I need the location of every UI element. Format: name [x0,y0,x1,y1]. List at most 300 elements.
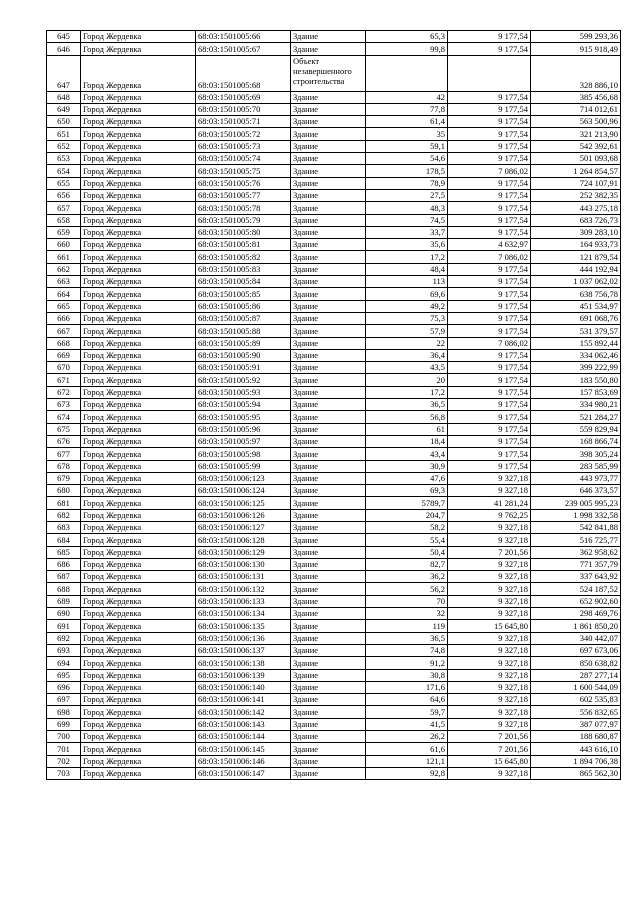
table-row [47,288,621,300]
table-row [47,374,621,386]
row-number-cell: 661 [47,251,81,263]
area-cell: 22 [366,337,448,349]
object-type-cell: Здание [291,718,366,730]
table-row [47,325,621,337]
unit-value-cell: 9 177,54 [448,103,531,115]
area-cell: 82,7 [366,558,448,570]
settlement-cell: Город Жердевка [81,706,196,718]
unit-value-cell: 41 281,24 [448,497,531,509]
area-cell: 43,4 [366,448,448,460]
unit-value-cell: 9 327,18 [448,521,531,533]
area-cell: 35,6 [366,239,448,251]
settlement-cell: Город Жердевка [81,177,196,189]
cadastral-value-cell: 697 673,06 [531,644,621,656]
unit-value-cell: 9 327,18 [448,632,531,644]
settlement-cell: Город Жердевка [81,632,196,644]
cadastral-number-cell: 68:03:1501006:126 [196,509,291,521]
cadastral-value-cell: 398 305,24 [531,448,621,460]
table-row [47,534,621,546]
table-row [47,300,621,312]
cadastral-number-cell: 68:03:1501006:142 [196,706,291,718]
unit-value-cell: 9 177,54 [448,300,531,312]
object-type-cell: Здание [291,177,366,189]
cadastral-value-cell: 168 866,74 [531,435,621,447]
unit-value-cell: 15 645,80 [448,620,531,632]
cadastral-number-cell: 68:03:1501006:123 [196,472,291,484]
row-number-cell: 696 [47,681,81,693]
cadastral-value-cell: 334 062,46 [531,349,621,361]
cadastral-number-cell: 68:03:1501006:135 [196,620,291,632]
area-cell: 57,9 [366,325,448,337]
object-type-cell: Здание [291,657,366,669]
unit-value-cell: 9 177,54 [448,177,531,189]
cadastral-number-cell: 68:03:1501006:134 [196,608,291,620]
unit-value-cell: 9 177,54 [448,288,531,300]
cadastral-value-cell: 1 861 850,20 [531,620,621,632]
cadastral-number-cell: 68:03:1501006:145 [196,743,291,755]
settlement-cell: Город Жердевка [81,103,196,115]
cadastral-value-cell: 556 832,65 [531,706,621,718]
row-number-cell: 677 [47,448,81,460]
area-cell: 18,4 [366,435,448,447]
cadastral-number-cell: 68:03:1501005:71 [196,116,291,128]
cadastral-value-cell: 444 192,94 [531,263,621,275]
object-type-cell: Здание [291,103,366,115]
cadastral-number-cell: 68:03:1501005:99 [196,460,291,472]
cadastral-number-cell: 68:03:1501005:81 [196,239,291,251]
table-row [47,116,621,128]
row-number-cell: 703 [47,767,81,779]
row-number-cell: 668 [47,337,81,349]
table-row [47,608,621,620]
cadastral-value-cell: 559 829,94 [531,423,621,435]
cadastral-value-cell: 714 012,61 [531,103,621,115]
table-row [47,509,621,521]
settlement-cell: Город Жердевка [81,325,196,337]
cadastral-value-cell: 298 469,76 [531,608,621,620]
settlement-cell: Город Жердевка [81,546,196,558]
table-row [47,177,621,189]
area-cell: 204,7 [366,509,448,521]
row-number-cell: 660 [47,239,81,251]
unit-value-cell: 9 327,18 [448,644,531,656]
table-row [47,423,621,435]
cadastral-value-cell: 850 638,82 [531,657,621,669]
settlement-cell: Город Жердевка [81,472,196,484]
cadastral-value-cell: 443 973,77 [531,472,621,484]
settlement-cell: Город Жердевка [81,595,196,607]
cadastral-value-cell: 239 005 995,23 [531,497,621,509]
unit-value-cell: 4 632,97 [448,239,531,251]
object-type-cell: Здание [291,743,366,755]
cadastral-value-cell: 524 187,52 [531,583,621,595]
cadastral-number-cell: 68:03:1501005:84 [196,276,291,288]
cadastral-number-cell: 68:03:1501006:144 [196,731,291,743]
cadastral-value-cell: 334 980,21 [531,399,621,411]
table-row [47,386,621,398]
row-number-cell: 702 [47,755,81,767]
area-cell: 48,4 [366,263,448,275]
cadastral-value-cell: 362 958,62 [531,546,621,558]
settlement-cell: Город Жердевка [81,288,196,300]
settlement-cell: Город Жердевка [81,755,196,767]
row-number-cell: 652 [47,140,81,152]
cadastral-value-cell: 531 379,57 [531,325,621,337]
area-cell: 78,9 [366,177,448,189]
cadastral-value-cell: 1 894 706,38 [531,755,621,767]
cadastral-number-cell: 68:03:1501005:72 [196,128,291,140]
object-type-cell: Здание [291,128,366,140]
cadastral-number-cell: 68:03:1501006:133 [196,595,291,607]
table-row [47,546,621,558]
object-type-cell: Здание [291,165,366,177]
row-number-cell: 667 [47,325,81,337]
row-number-cell: 699 [47,718,81,730]
cadastral-number-cell: 68:03:1501005:68 [196,55,291,91]
object-type-cell: Здание [291,608,366,620]
cadastral-value-cell: 521 284,27 [531,411,621,423]
area-cell: 41,5 [366,718,448,730]
row-number-cell: 674 [47,411,81,423]
object-type-cell: Здание [291,485,366,497]
unit-value-cell: 9 327,18 [448,767,531,779]
unit-value-cell: 9 177,54 [448,226,531,238]
row-number-cell: 692 [47,632,81,644]
area-cell: 20 [366,374,448,386]
object-type-cell: Здание [291,386,366,398]
unit-value-cell: 9 177,54 [448,362,531,374]
row-number-cell: 684 [47,534,81,546]
object-type-cell: Здание [291,189,366,201]
object-type-cell: Здание [291,620,366,632]
settlement-cell: Город Жердевка [81,226,196,238]
object-type-cell: Здание [291,509,366,521]
settlement-cell: Город Жердевка [81,460,196,472]
unit-value-cell: 7 201,56 [448,731,531,743]
row-number-cell: 654 [47,165,81,177]
settlement-cell: Город Жердевка [81,31,196,43]
unit-value-cell: 7 086,02 [448,251,531,263]
cadastral-number-cell: 68:03:1501005:73 [196,140,291,152]
cadastral-value-cell: 1 600 544,09 [531,681,621,693]
settlement-cell: Город Жердевка [81,497,196,509]
row-number-cell: 691 [47,620,81,632]
table-row [47,731,621,743]
cadastral-number-cell: 68:03:1501005:94 [196,399,291,411]
unit-value-cell: 9 177,54 [448,312,531,324]
object-type-cell: Здание [291,349,366,361]
cadastral-value-cell: 309 283,10 [531,226,621,238]
object-type-cell: Здание [291,374,366,386]
row-number-cell: 681 [47,497,81,509]
unit-value-cell: 9 327,18 [448,485,531,497]
cadastral-number-cell: 68:03:1501006:124 [196,485,291,497]
cadastral-number-cell: 68:03:1501005:83 [196,263,291,275]
settlement-cell: Город Жердевка [81,214,196,226]
settlement-cell: Город Жердевка [81,349,196,361]
settlement-cell: Город Жердевка [81,509,196,521]
settlement-cell: Город Жердевка [81,202,196,214]
table-row [47,165,621,177]
cadastral-value-cell: 328 886,10 [531,55,621,91]
unit-value-cell: 9 177,54 [448,189,531,201]
unit-value-cell: 9 177,54 [448,386,531,398]
object-type-cell: Здание [291,767,366,779]
cadastral-number-cell: 68:03:1501005:75 [196,165,291,177]
table-row [47,521,621,533]
cadastral-value-cell: 321 213,90 [531,128,621,140]
settlement-cell: Город Жердевка [81,521,196,533]
area-cell: 61,4 [366,116,448,128]
row-number-cell: 662 [47,263,81,275]
area-cell: 32 [366,608,448,620]
area-cell: 27,5 [366,189,448,201]
row-number-cell: 646 [47,43,81,55]
cadastral-value-cell: 385 456,68 [531,91,621,103]
cadastral-value-cell: 1 264 854,57 [531,165,621,177]
settlement-cell: Город Жердевка [81,251,196,263]
cadastral-number-cell: 68:03:1501005:96 [196,423,291,435]
area-cell: 56,2 [366,583,448,595]
settlement-cell: Город Жердевка [81,681,196,693]
settlement-cell: Город Жердевка [81,312,196,324]
table-row [47,632,621,644]
cadastral-value-cell: 287 277,14 [531,669,621,681]
object-type-cell: Объект незавершенного строительства [291,55,366,91]
unit-value-cell: 9 177,54 [448,276,531,288]
table-body [47,31,621,780]
table-row [47,620,621,632]
table-row [47,448,621,460]
unit-value-cell: 9 327,18 [448,669,531,681]
row-number-cell: 679 [47,472,81,484]
area-cell: 69,6 [366,288,448,300]
object-type-cell: Здание [291,706,366,718]
area-cell: 47,6 [366,472,448,484]
settlement-cell: Город Жердевка [81,448,196,460]
row-number-cell: 683 [47,521,81,533]
area-cell: 50,4 [366,546,448,558]
cadastral-value-cell: 157 853,69 [531,386,621,398]
table-row [47,312,621,324]
cadastral-number-cell: 68:03:1501006:129 [196,546,291,558]
object-type-cell: Здание [291,214,366,226]
settlement-cell: Город Жердевка [81,91,196,103]
object-type-cell: Здание [291,632,366,644]
cadastral-number-cell: 68:03:1501006:139 [196,669,291,681]
area-cell: 64,6 [366,694,448,706]
table-row [47,558,621,570]
row-number-cell: 663 [47,276,81,288]
settlement-cell: Город Жердевка [81,189,196,201]
unit-value-cell: 9 762,25 [448,509,531,521]
table-row [47,657,621,669]
area-cell: 54,6 [366,153,448,165]
row-number-cell: 675 [47,423,81,435]
settlement-cell: Город Жердевка [81,43,196,55]
row-number-cell: 659 [47,226,81,238]
cadastral-value-cell: 724 107,91 [531,177,621,189]
area-cell: 36,4 [366,349,448,361]
unit-value-cell: 7 086,02 [448,165,531,177]
settlement-cell: Город Жердевка [81,276,196,288]
row-number-cell: 697 [47,694,81,706]
unit-value-cell: 9 177,54 [448,374,531,386]
object-type-cell: Здание [291,399,366,411]
cadastral-value-cell: 563 500,96 [531,116,621,128]
cadastral-value-cell: 183 550,80 [531,374,621,386]
unit-value-cell: 9 327,18 [448,657,531,669]
object-type-cell: Здание [291,116,366,128]
row-number-cell: 648 [47,91,81,103]
unit-value-cell: 9 327,18 [448,718,531,730]
settlement-cell: Город Жердевка [81,140,196,152]
table-row [47,349,621,361]
unit-value-cell: 9 177,54 [448,91,531,103]
cadastral-number-cell: 68:03:1501006:137 [196,644,291,656]
table-row [47,706,621,718]
object-type-cell: Здание [291,472,366,484]
area-cell: 35 [366,128,448,140]
cadastral-number-cell: 68:03:1501005:78 [196,202,291,214]
object-type-cell: Здание [291,460,366,472]
object-type-cell: Здание [291,91,366,103]
row-number-cell: 686 [47,558,81,570]
settlement-cell: Город Жердевка [81,767,196,779]
unit-value-cell: 9 327,18 [448,681,531,693]
cadastral-number-cell: 68:03:1501005:82 [196,251,291,263]
area-cell: 5789,7 [366,497,448,509]
object-type-cell: Здание [291,337,366,349]
row-number-cell: 695 [47,669,81,681]
table-row [47,31,621,43]
unit-value-cell: 9 177,54 [448,140,531,152]
table-row [47,276,621,288]
cadastral-number-cell: 68:03:1501006:127 [196,521,291,533]
cadastral-value-cell: 283 585,99 [531,460,621,472]
area-cell: 17,2 [366,251,448,263]
object-type-cell: Здание [291,755,366,767]
object-type-cell: Здание [291,239,366,251]
settlement-cell: Город Жердевка [81,731,196,743]
cadastral-value-cell: 443 275,18 [531,202,621,214]
cadastral-value-cell: 683 726,73 [531,214,621,226]
area-cell: 61 [366,423,448,435]
unit-value-cell: 9 177,54 [448,153,531,165]
settlement-cell: Город Жердевка [81,694,196,706]
settlement-cell: Город Жердевка [81,620,196,632]
cadastral-value-cell: 399 222,99 [531,362,621,374]
cadastral-value-table [46,30,621,780]
table-row [47,103,621,115]
unit-value-cell: 9 177,54 [448,423,531,435]
cadastral-value-cell: 387 077,97 [531,718,621,730]
cadastral-number-cell: 68:03:1501006:128 [196,534,291,546]
cadastral-value-cell: 516 725,77 [531,534,621,546]
area-cell: 178,5 [366,165,448,177]
settlement-cell: Город Жердевка [81,165,196,177]
unit-value-cell: 9 327,18 [448,534,531,546]
cadastral-value-cell: 865 562,30 [531,767,621,779]
settlement-cell: Город Жердевка [81,239,196,251]
object-type-cell: Здание [291,669,366,681]
table-row [47,55,621,91]
table-row [47,669,621,681]
row-number-cell: 687 [47,571,81,583]
row-number-cell: 690 [47,608,81,620]
area-cell: 49,2 [366,300,448,312]
table-row [47,595,621,607]
settlement-cell: Город Жердевка [81,657,196,669]
object-type-cell: Здание [291,153,366,165]
settlement-cell: Город Жердевка [81,399,196,411]
row-number-cell: 672 [47,386,81,398]
object-type-cell: Здание [291,448,366,460]
object-type-cell: Здание [291,546,366,558]
row-number-cell: 658 [47,214,81,226]
object-type-cell: Здание [291,681,366,693]
row-number-cell: 680 [47,485,81,497]
row-number-cell: 657 [47,202,81,214]
cadastral-number-cell: 68:03:1501006:125 [196,497,291,509]
table-row [47,718,621,730]
cadastral-number-cell: 68:03:1501005:80 [196,226,291,238]
cadastral-value-cell: 337 643,92 [531,571,621,583]
settlement-cell: Город Жердевка [81,374,196,386]
area-cell: 92,8 [366,767,448,779]
row-number-cell: 688 [47,583,81,595]
row-number-cell: 651 [47,128,81,140]
cadastral-number-cell: 68:03:1501006:131 [196,571,291,583]
settlement-cell: Город Жердевка [81,55,196,91]
table-row [47,460,621,472]
area-cell: 91,2 [366,657,448,669]
object-type-cell: Здание [291,263,366,275]
object-type-cell: Здание [291,694,366,706]
cadastral-number-cell: 68:03:1501005:97 [196,435,291,447]
table-row [47,694,621,706]
unit-value-cell: 9 177,54 [448,116,531,128]
row-number-cell: 693 [47,644,81,656]
table-row [47,411,621,423]
table-row [47,128,621,140]
area-cell: 69,3 [366,485,448,497]
row-number-cell: 664 [47,288,81,300]
table-row [47,337,621,349]
cadastral-value-cell: 542 392,61 [531,140,621,152]
unit-value-cell: 9 177,54 [448,349,531,361]
unit-value-cell: 9 177,54 [448,325,531,337]
object-type-cell: Здание [291,558,366,570]
cadastral-number-cell: 68:03:1501005:92 [196,374,291,386]
cadastral-value-cell: 188 680,87 [531,731,621,743]
settlement-cell: Город Жердевка [81,362,196,374]
cadastral-number-cell: 68:03:1501005:79 [196,214,291,226]
unit-value-cell: 9 327,18 [448,472,531,484]
cadastral-value-cell: 340 442,07 [531,632,621,644]
object-type-cell: Здание [291,571,366,583]
unit-value-cell: 9 177,54 [448,399,531,411]
settlement-cell: Город Жердевка [81,644,196,656]
table-row [47,362,621,374]
table-row [47,226,621,238]
settlement-cell: Город Жердевка [81,116,196,128]
area-cell: 59,1 [366,140,448,152]
area-cell: 59,7 [366,706,448,718]
object-type-cell: Здание [291,226,366,238]
row-number-cell: 670 [47,362,81,374]
unit-value-cell: 9 177,54 [448,448,531,460]
